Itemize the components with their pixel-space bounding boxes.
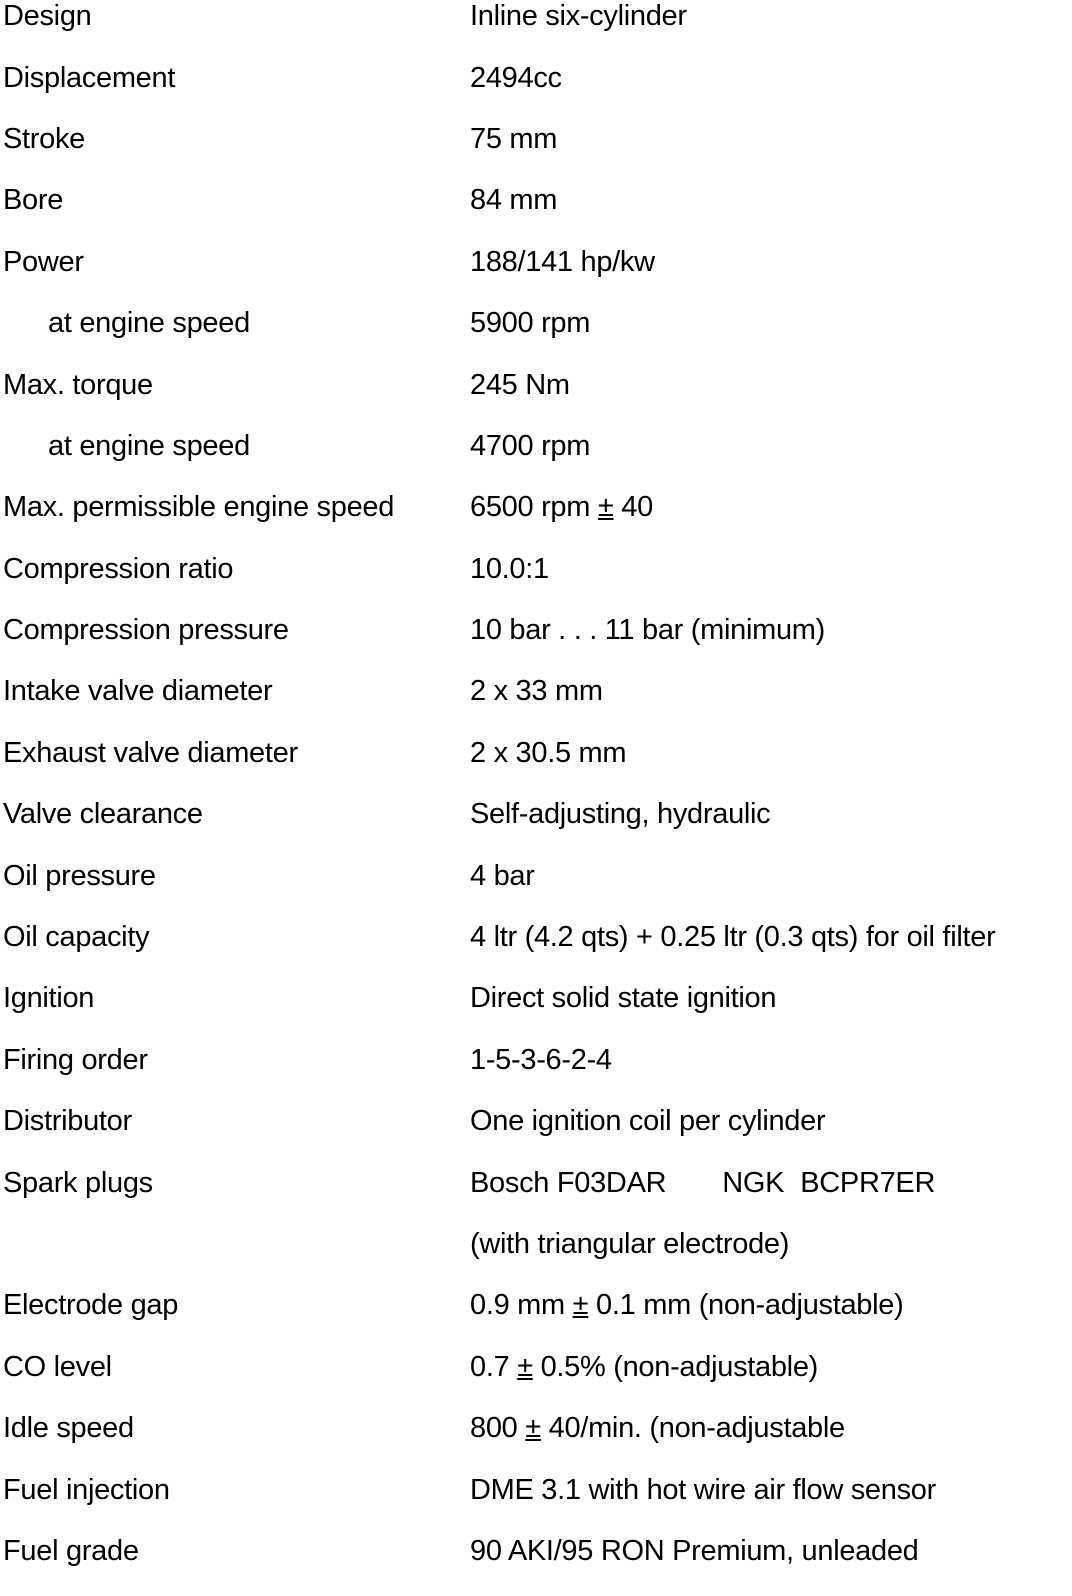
spec-label: Idle speed: [3, 1412, 134, 1445]
spec-value: (with triangular electrode): [470, 1228, 790, 1260]
spec-value: [470, 1351, 1072, 1384]
spec-value-main: 800: [470, 1412, 518, 1445]
spec-row-fuel-injection: [0, 1459, 1072, 1520]
spec-label: Compression ratio: [3, 552, 234, 585]
spec-row-torque-engine-speed: [0, 416, 1072, 477]
spec-row-max-engine-speed: [0, 477, 1072, 538]
spec-value: 4 bar: [470, 859, 535, 892]
spec-value: [470, 1412, 1072, 1445]
spec-row-ignition: [0, 968, 1072, 1029]
spec-value: 75 mm: [470, 122, 558, 155]
spec-value: [470, 491, 1072, 524]
spec-value: 1-5-3-6-2-4: [470, 1043, 612, 1076]
spec-label: Spark plugs: [3, 1166, 153, 1199]
spec-value: 2 x 33 mm: [470, 675, 603, 708]
spec-row-compression-pressure: [0, 600, 1072, 661]
plus-minus-symbol: ±: [517, 1350, 533, 1383]
spec-row-design: [0, 0, 1072, 47]
spec-label: Max. permissible engine speed: [3, 491, 395, 524]
spec-label: at engine speed: [48, 307, 250, 340]
spec-row-stroke: [0, 109, 1072, 170]
spec-label: Exhaust valve diameter: [3, 736, 298, 769]
spec-label: Firing order: [3, 1043, 148, 1076]
spec-value: 84 mm: [470, 184, 558, 217]
spec-value: 4700 rpm: [470, 429, 591, 462]
spec-row-spark-plugs: [0, 1152, 1072, 1213]
spec-label: Oil pressure: [3, 859, 156, 892]
spec-label: Electrode gap: [3, 1289, 179, 1322]
spec-value-main: 0.9 mm: [470, 1289, 565, 1322]
spark-plug-ngk-brand: NGK: [722, 1166, 785, 1199]
spec-value: 245 Nm: [470, 368, 570, 401]
spec-label: Bore: [3, 184, 64, 217]
spec-row-displacement: [0, 47, 1072, 108]
plus-minus-symbol: ±: [597, 491, 614, 524]
spec-row-compression-ratio: [0, 539, 1072, 600]
spec-value: 10 bar . . . 11 bar (minimum): [470, 614, 825, 647]
spec-value: 188/141 hp/kw: [470, 245, 655, 278]
spec-row-co-level: [0, 1337, 1072, 1398]
spec-value: 4 ltr (4.2 qts) + 0.25 ltr (0.3 qts) for oil filter: [470, 921, 996, 954]
spec-value: One ignition coil per cylinder: [470, 1105, 826, 1138]
spec-label: Power: [3, 245, 84, 278]
spec-label: Distributor: [3, 1105, 132, 1138]
spec-value-tolerance: 0.5% (non-adjustable): [540, 1350, 819, 1383]
spec-row-max-torque: [0, 354, 1072, 415]
spec-row-spark-plugs-note: [0, 1214, 1072, 1275]
spec-row-idle-speed: [0, 1398, 1072, 1459]
spark-plug-ngk-part: BCPR7ER: [800, 1166, 936, 1199]
spec-value: 90 AKI/95 RON Premium, unleaded: [470, 1534, 919, 1567]
spark-plug-bosch: Bosch F03DAR: [470, 1166, 667, 1199]
spec-value: [470, 1167, 1072, 1200]
spec-row-exhaust-valve: [0, 723, 1072, 784]
spec-label: Valve clearance: [3, 798, 203, 831]
spec-row-intake-valve: [0, 661, 1072, 722]
spec-label: Fuel grade: [3, 1534, 139, 1567]
spec-row-oil-capacity: [0, 907, 1072, 968]
spec-row-fuel-grade: [0, 1521, 1072, 1582]
spec-value-tolerance: 0.1 mm (non-adjustable): [596, 1289, 904, 1322]
spec-row-power-engine-speed: [0, 293, 1072, 354]
spec-label: Design: [3, 0, 92, 33]
spec-value: DME 3.1 with hot wire air flow sensor: [470, 1473, 936, 1506]
spec-label: Oil capacity: [3, 921, 150, 954]
spec-label: Displacement: [3, 61, 176, 94]
spec-label: Intake valve diameter: [3, 675, 273, 708]
spec-value: [470, 1289, 1072, 1322]
spec-row-power: [0, 232, 1072, 293]
spec-value-tolerance: 40/min. (non-adjustable: [548, 1412, 845, 1445]
spec-label: Compression pressure: [3, 614, 289, 647]
spec-value: Direct solid state ignition: [470, 982, 777, 1015]
spec-label: at engine speed: [48, 429, 250, 462]
plus-minus-symbol: ±: [572, 1289, 589, 1322]
spec-label: Fuel injection: [3, 1473, 170, 1506]
spec-value-main: 0.7: [470, 1350, 510, 1383]
spec-row-electrode-gap: [0, 1275, 1072, 1336]
spec-value-tolerance: 40: [621, 491, 653, 524]
spec-value: 5900 rpm: [470, 307, 591, 340]
spec-row-oil-pressure: [0, 845, 1072, 906]
spec-label: Stroke: [3, 122, 86, 155]
spec-value: Self-adjusting, hydraulic: [470, 798, 771, 831]
spec-label: Ignition: [3, 982, 95, 1015]
plus-minus-symbol: ±: [525, 1412, 541, 1445]
spec-value: Inline six-cylinder: [470, 0, 687, 33]
spec-row-firing-order: [0, 1030, 1072, 1091]
spec-label: CO level: [3, 1350, 112, 1383]
spec-value: 2 x 30.5 mm: [470, 736, 627, 769]
spec-row-distributor: [0, 1091, 1072, 1152]
spec-row-bore: [0, 170, 1072, 231]
spec-value: 10.0:1: [470, 552, 549, 585]
spec-value-main: 6500 rpm: [470, 491, 591, 524]
spec-value: 2494cc: [470, 61, 562, 94]
spec-label: Max. torque: [3, 368, 153, 401]
spec-row-valve-clearance: [0, 784, 1072, 845]
